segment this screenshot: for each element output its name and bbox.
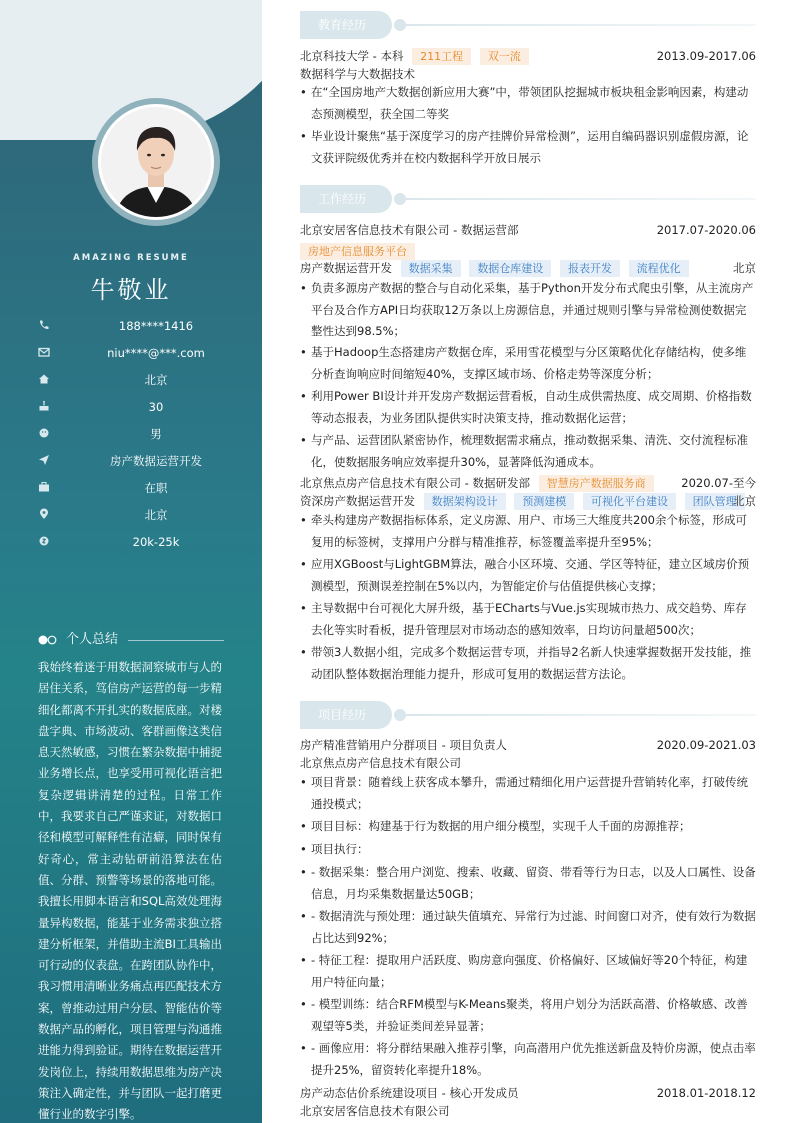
school-name: 北京科技大学 - 本科 [300, 49, 404, 63]
section-title: 教育经历 [300, 11, 392, 39]
summary-text: 我始终着迷于用数据洞察城市与人的居住关系，笃信房产运营的每一步精细化都离不开扎实的数据底座。对楼盘字典、市场波动、客群画像这类信息天然敏感，习惯在繁杂数据中捕捉业务增长点，也享受用可视化语言把复杂逻辑讲清楚的过程。日常工作中，我要求自己严谨求证，对数据口径和模型可解释性有洁癖，同时保有好奇心，常主动钻研前沿算法在估值、分群、预警等场景的落地可能。我擅长用脚本语言和SQL高效处理海量异构数据，能基于业务需求独立搭建分析框架，并借助主流BI工具输出可行动的仪表盘。在跨团队协作中，我习惯用清晰业务痛点再匹配技术方案，曾推动过用户分层、智能估价等数据产品的孵化，项目管理与沟通推进能力得到验证。期待在数据运营开发岗位上，持续用数据思维为房产决策注入确定性，并与团队一起打磨更懂行业的数字引擎。 [38, 660, 222, 1122]
status-text: 在职 [144, 481, 168, 495]
cake-icon [38, 400, 50, 412]
list-item: • - 数据采集：整合用户浏览、搜索、收藏、留资、带看等行为日志，以及人口属性、设备信息，月均采集数据量达50GB； [300, 865, 756, 901]
job-role: 房产数据运营开发 [300, 261, 392, 275]
main-content [300, 0, 756, 1123]
location-text: 北京 [144, 508, 168, 522]
project-company: 北京焦点房产信息技术有限公司 [300, 756, 461, 770]
send-icon [38, 454, 50, 466]
age-text: 30 [148, 400, 164, 414]
education-date: 2013.09-2017.06 [656, 49, 756, 63]
skill-tag: 报表开发 [560, 260, 620, 277]
avatar-photo [101, 107, 211, 217]
skill-tag: 团队管理 [685, 493, 745, 510]
list-item: • 项目执行： [300, 842, 369, 856]
section-dot [394, 19, 406, 31]
list-item: • - 模型训练：结合RFM模型与K-Means聚类，将用户划分为活跃高潜、价格敏感、改善观望等5类，并验证类间差异显著； [300, 997, 748, 1033]
sidebar [0, 0, 262, 1123]
phone-text: 188****1416 [118, 319, 194, 333]
list-item: • 项目背景：随着线上获客成本攀升，需通过精细化用户运营提升营销转化率，打破传统通投模式； [300, 775, 748, 811]
section-line [406, 714, 756, 716]
job-header [300, 474, 756, 492]
section-line [406, 198, 756, 200]
info-location [0, 506, 262, 524]
list-item: • 基于Hadoop生态搭建房产数据仓库，采用雪花模型与分区策略优化存储结构，使多维分析查询响应时间缩短40%，支撑区域市场、价格走势等深度分析； [300, 345, 747, 381]
job-role-row [300, 259, 756, 277]
education-header [300, 47, 756, 65]
email-text: niu****@***.com [107, 346, 205, 360]
list-item: • 与产品、运营团队紧密协作，梳理数据需求痛点，推动数据采集、清洗、交付流程标准化，使数据服务响应效率提升30%，显著降低沟通成本。 [300, 433, 748, 469]
job-date: 2017.07-2020.06 [656, 223, 756, 237]
section-title: 项目经历 [300, 701, 392, 729]
skill-tag: 流程优化 [629, 260, 689, 277]
project-title: 房产精准营销用户分群项目 - 项目负责人 [300, 738, 507, 752]
project-header [300, 736, 756, 754]
salary-text: 20k-25k [132, 535, 180, 549]
gender-text: 男 [150, 427, 162, 441]
list-item: • 主导数据中台可视化大屏升级，基于ECharts与Vue.js实现城市热力、成交趋势、库存去化等实时看板，提升管理层对市场动态的感知效率，日均访问量超500次； [300, 601, 747, 637]
list-item: • 项目目标：构建基于行为数据的用户细分模型，实现千人千面的房源推荐； [300, 819, 691, 833]
school-tag: 双一流 [480, 48, 529, 65]
job-company-tag-row [300, 242, 756, 260]
section-line [406, 24, 756, 26]
job-company: 北京安居客信息技术有限公司 - 数据运营部 [300, 223, 519, 237]
section-education [300, 11, 756, 39]
job-role: 资深房产数据运营开发 [300, 494, 415, 508]
list-item: • 带领3人数据小组，完成多个数据运营专项，并指导2名新人快速掌握数据开发技能，推动团队整体数据治理能力提升，形成可复用的数据运营方法论。 [300, 645, 752, 681]
job-role-row [300, 492, 756, 510]
skill-tag: 预测建模 [514, 493, 574, 510]
phone-icon [38, 319, 50, 331]
list-item: • 利用Power BI设计并开发房产数据运营看板，自动生成供需热度、成交周期、价格指数等动态报表，为业务团队提供实时决策支持，推动数据化运营； [300, 389, 752, 425]
section-dot [394, 709, 406, 721]
project-date: 2020.09-2021.03 [656, 738, 756, 752]
avatar [98, 104, 214, 220]
info-phone [0, 317, 262, 335]
project-title: 房产动态估价系统建设项目 - 核心开发成员 [300, 1086, 519, 1100]
summary-divider [128, 640, 224, 641]
home-text: 北京 [144, 373, 168, 387]
list-item: • - 特征工程：提取用户活跃度、购房意向强度、价格偏好、区域偏好等20个特征，构建用户特征向量； [300, 953, 748, 989]
list-item: • 负责多源房产数据的整合与自动化采集，基于Python开发分布式爬虫引擎，从主流房产平台及合作方API日均获取12万条以上房源信息，并通过规则引擎与异常检测使数据完整性达到98.5%； [300, 281, 754, 338]
info-status [0, 479, 262, 497]
summary-heading [38, 630, 224, 650]
skill-tag: 数据架构设计 [424, 493, 506, 510]
section-dot [394, 193, 406, 205]
company-tag: 房地产信息服务平台 [300, 243, 415, 260]
home-icon [38, 373, 50, 385]
section-projects [300, 701, 756, 729]
info-email [0, 344, 262, 362]
list-item: • - 数据清洗与预处理：通过缺失值填充、异常行为过滤、时间窗口对齐，使有效行为数据占比达到92%； [300, 909, 756, 945]
job-date: 2020.07-至今 [681, 476, 756, 490]
project-date: 2018.01-2018.12 [656, 1086, 756, 1100]
job-header [300, 221, 756, 239]
location-icon [38, 508, 50, 520]
info-position [0, 452, 262, 470]
list-item: • 牵头构建房产数据指标体系，定义房源、用户、市场三大维度共200余个标签，形成可复用的标签树，支撑用户分群与精准推荐，标签覆盖率提升至95%； [300, 513, 747, 549]
section-work [300, 185, 756, 213]
project-header [300, 1084, 756, 1102]
project-company: 北京安居客信息技术有限公司 [300, 1104, 450, 1118]
education-major: 数据科学与大数据技术 [300, 67, 415, 81]
email-icon [38, 346, 50, 358]
job-city: 北京 [733, 261, 756, 275]
school-tag: 211工程 [412, 48, 471, 65]
toggle-dots-icon [38, 635, 60, 645]
section-title: 工作经历 [300, 185, 392, 213]
info-home [0, 371, 262, 389]
list-item: • 在“全国房地产大数据创新应用大赛”中，带领团队挖掘城市板块租金影响因素，构建动态预测模型，获全国二等奖 [300, 85, 749, 121]
skill-tag: 数据仓库建设 [469, 260, 551, 277]
list-item: • - 画像应用：将分群结果融入推荐引擎，向高潜用户优先推送新盘及特价房源，使点击率提升25%，留资转化率提升18%。 [300, 1041, 756, 1077]
info-age [0, 398, 262, 416]
job-company: 北京焦点房产信息技术有限公司 - 数据研发部 [300, 476, 530, 490]
job-city: 北京 [733, 494, 756, 508]
summary-title: 个人总结 [66, 632, 119, 647]
salary-icon [38, 535, 50, 547]
skill-tag: 数据采集 [401, 260, 461, 277]
skill-tag: 可视化平台建设 [583, 493, 676, 510]
resume-tagline: AMAZING RESUME [73, 253, 189, 263]
info-salary [0, 533, 262, 551]
company-tag: 智慧房产数据服务商 [539, 475, 654, 492]
list-item: • 毕业设计聚焦“基于深度学习的房产挂牌价异常检测”，运用自编码器识别虚假房源，论文获评院级优秀并在校内数据科学开放日展示 [300, 129, 749, 165]
position-text: 房产数据运营开发 [110, 454, 202, 468]
gender-icon [38, 427, 50, 439]
info-gender [0, 425, 262, 443]
status-icon [38, 481, 50, 493]
list-item: • 应用XGBoost与LightGBM算法，融合小区环境、交通、学区等特征，建立区域房价预测模型，预测误差控制在5%以内，为智能定价与估值提供核心支撑； [300, 557, 750, 593]
person-name: 牛敬业 [90, 276, 172, 304]
